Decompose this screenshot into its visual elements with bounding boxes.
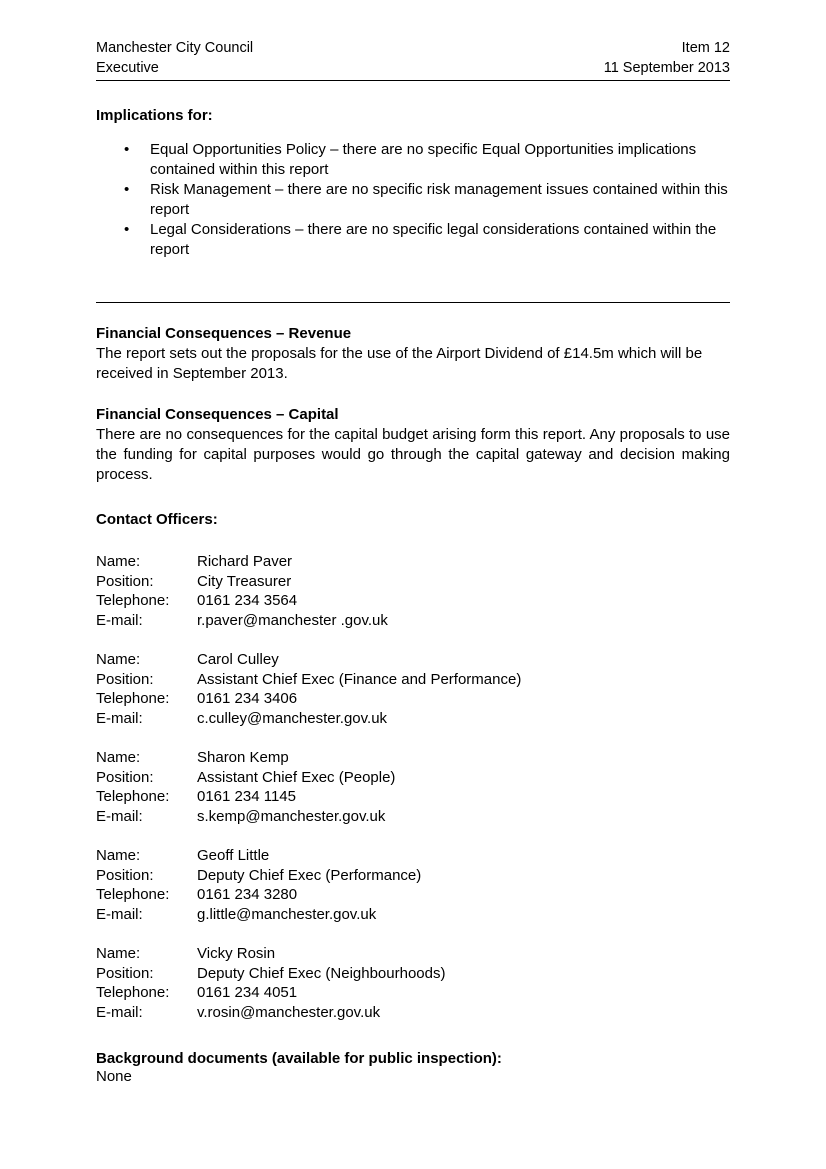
contact-name-value: Vicky Rosin (197, 945, 276, 962)
contact-telephone-value: 0161 234 4051 (197, 984, 298, 1001)
contact-name-row (96, 748, 730, 768)
background-documents-heading: Background documents (available for public inspection): (96, 1050, 502, 1067)
contact-email-row (96, 807, 730, 827)
contact-position-row (96, 572, 730, 592)
contact-position-row (96, 866, 730, 886)
list-item-text: Equal Opportunities Policy – there are no specific Equal Opportunities implications contained within this report (150, 141, 697, 178)
contact-email-value[interactable]: g.little@manchester.gov.uk (197, 905, 377, 923)
contact-name-row (96, 846, 730, 866)
contact-email-value[interactable]: c.culley@manchester.gov.uk (197, 709, 388, 727)
contact-name-value: Sharon Kemp (197, 749, 289, 766)
list-item-text: Legal Considerations – there are no specific legal considerations contained within the report (150, 221, 717, 258)
financial-revenue-text: The report sets out the proposals for the use of the Airport Dividend of £14.5m which will be received in September 2013. (96, 345, 703, 382)
contact-position-label: Position: (96, 768, 154, 786)
contact-position-value: Assistant Chief Exec (Finance and Performance) (197, 670, 522, 688)
contact-email-value[interactable]: v.rosin@manchester.gov.uk (197, 1003, 381, 1021)
header-row-2 (96, 58, 730, 78)
contact-position-label: Position: (96, 670, 154, 688)
committee-name: Executive (96, 60, 159, 76)
contact-telephone-row (96, 689, 730, 709)
contact-block (96, 748, 730, 826)
contact-email-row (96, 709, 730, 729)
contact-email-value[interactable]: r.paver@manchester .gov.uk (197, 611, 388, 629)
contact-telephone-row (96, 983, 730, 1003)
contact-name-value: Richard Paver (197, 553, 293, 570)
contact-name-row (96, 944, 730, 964)
contact-name-row (96, 650, 730, 670)
contact-telephone-value: 0161 234 3564 (197, 592, 298, 609)
contact-position-label: Position: (96, 572, 154, 590)
implications-list (96, 140, 730, 260)
financial-revenue-heading: Financial Consequences – Revenue (96, 325, 352, 342)
contact-position-value: City Treasurer (197, 572, 292, 590)
contact-name-label: Name: (96, 749, 141, 766)
contact-email-row (96, 1003, 730, 1023)
contact-email-label: E-mail: (96, 1003, 143, 1021)
contact-telephone-label: Telephone: (96, 886, 170, 903)
contact-telephone-label: Telephone: (96, 592, 170, 609)
list-item (124, 220, 730, 260)
contact-position-row (96, 670, 730, 690)
list-item-text: Risk Management – there are no specific risk management issues contained within this report (150, 181, 728, 218)
bullet-icon: • (124, 221, 130, 238)
page-content (96, 38, 730, 1087)
contact-name-label: Name: (96, 651, 141, 668)
contact-telephone-value: 0161 234 1145 (197, 788, 296, 805)
contact-block (96, 552, 730, 630)
contact-position-row (96, 964, 730, 984)
contact-telephone-value: 0161 234 3406 (197, 690, 298, 707)
list-item (124, 180, 730, 220)
item-number: Item 12 (681, 40, 730, 56)
financial-capital-text: There are no consequences for the capital budget arising form this report. Any proposals to use the funding for capital purposes would go through the capital gateway and decision making process. (96, 426, 730, 483)
contact-block (96, 846, 730, 924)
contact-telephone-label: Telephone: (96, 984, 170, 1001)
contact-position-label: Position: (96, 964, 154, 982)
bullet-icon: • (124, 181, 130, 198)
contact-block (96, 650, 730, 728)
contact-name-row (96, 552, 730, 572)
contact-email-row (96, 611, 730, 631)
contact-email-label: E-mail: (96, 709, 143, 727)
contact-telephone-label: Telephone: (96, 788, 170, 805)
contact-name-label: Name: (96, 553, 141, 570)
contact-block (96, 944, 730, 1022)
contact-position-value: Deputy Chief Exec (Performance) (197, 866, 422, 884)
contact-telephone-row (96, 787, 730, 807)
contact-name-value: Geoff Little (197, 847, 270, 864)
meeting-date: 11 September 2013 (603, 60, 730, 76)
contact-position-label: Position: (96, 866, 154, 884)
contact-email-label: E-mail: (96, 611, 143, 629)
contact-email-label: E-mail: (96, 807, 143, 825)
council-name: Manchester City Council (96, 40, 254, 56)
contact-name-value: Carol Culley (197, 651, 279, 668)
contact-email-label: E-mail: (96, 905, 143, 923)
contact-telephone-value: 0161 234 3280 (197, 886, 298, 903)
contact-telephone-row (96, 885, 730, 905)
contact-position-row (96, 768, 730, 788)
bullet-icon: • (124, 141, 130, 158)
contact-email-row (96, 905, 730, 925)
contact-position-value: Assistant Chief Exec (People) (197, 768, 396, 786)
financial-capital-heading: Financial Consequences – Capital (96, 406, 339, 423)
contact-telephone-label: Telephone: (96, 690, 170, 707)
document-header (96, 38, 730, 81)
contact-name-label: Name: (96, 945, 141, 962)
contact-telephone-row (96, 591, 730, 611)
list-item (124, 140, 730, 180)
header-row-1 (96, 38, 730, 58)
implications-title: Implications for: (96, 107, 213, 124)
contact-position-value: Deputy Chief Exec (Neighbourhoods) (197, 964, 446, 982)
contact-email-value[interactable]: s.kemp@manchester.gov.uk (197, 807, 386, 825)
background-documents-value: None (96, 1068, 132, 1085)
contact-officers-heading: Contact Officers: (96, 511, 218, 528)
contact-name-label: Name: (96, 847, 141, 864)
section-divider (96, 302, 730, 303)
